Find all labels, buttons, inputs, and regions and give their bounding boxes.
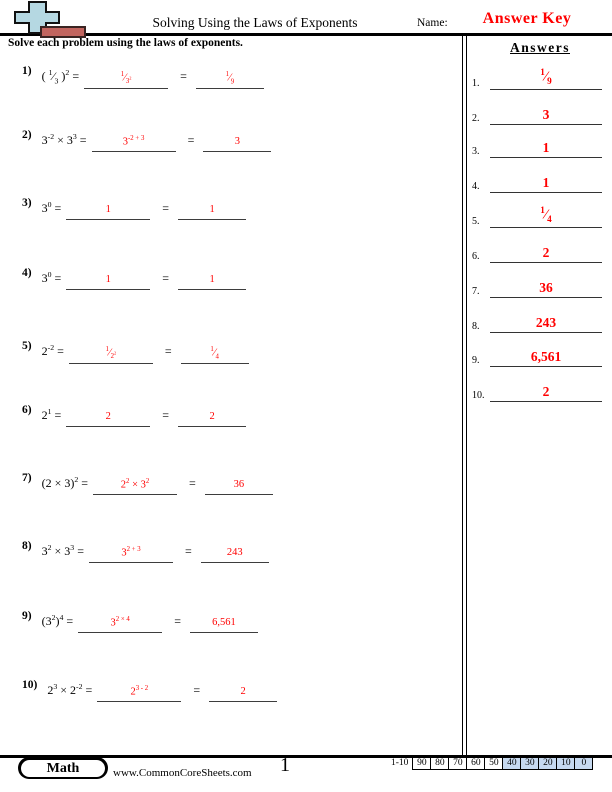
answer-row xyxy=(468,341,612,367)
work-blank xyxy=(89,542,173,563)
result-answer: 6,561 xyxy=(212,617,236,628)
problem-row xyxy=(22,681,277,702)
answer-line xyxy=(490,314,602,333)
result-answer: 2 xyxy=(209,411,215,422)
result-blank xyxy=(201,542,269,563)
equals-sign: = xyxy=(174,614,181,628)
result-blank xyxy=(196,67,264,89)
result-blank xyxy=(203,131,271,152)
equals-sign: = xyxy=(164,344,172,358)
answer-value: 6,561 xyxy=(530,348,562,364)
problem-expression: $3^0$ = xyxy=(41,200,62,215)
answer-value: $^1⁄_4$ xyxy=(540,205,552,225)
problem-expression: $3^0$ = xyxy=(41,270,62,285)
result-blank xyxy=(209,681,277,702)
work-blank xyxy=(66,199,150,220)
answer-line xyxy=(490,106,602,125)
equals-sign: = xyxy=(189,476,196,490)
equals-sign: = xyxy=(162,408,170,422)
score-range-label: 1-10 xyxy=(391,758,409,768)
equals-sign: = xyxy=(162,201,170,215)
work-blank xyxy=(78,612,162,633)
problem-row xyxy=(22,269,246,290)
result-answer: $^1⁄_4$ xyxy=(210,345,219,361)
score-box: 80 xyxy=(430,757,449,770)
answer-value: 3 xyxy=(542,106,550,122)
problem-number: 2) xyxy=(22,129,32,141)
problem-number: 10) xyxy=(22,679,38,691)
problem-expression: $3^{-2} \times 3^3$ = xyxy=(41,132,87,147)
work-blank xyxy=(93,474,177,495)
work-blank xyxy=(97,681,181,702)
answer-value: $^1⁄_9$ xyxy=(540,67,552,87)
answer-key-text: Answer Key xyxy=(482,10,572,27)
answer-row xyxy=(468,64,612,90)
problem-row xyxy=(22,612,258,633)
result-blank xyxy=(190,612,258,633)
answer-number: 5. xyxy=(472,216,480,227)
work-answer: $^1⁄_{2^2}$ xyxy=(105,345,117,361)
problem-number: 7) xyxy=(22,472,32,484)
problem-expression: $(3^2)^4$ = xyxy=(41,613,74,628)
website-text: www.CommonCoreSheets.com xyxy=(113,767,252,779)
answer-number: 10. xyxy=(472,390,485,401)
score-box: 30 xyxy=(520,757,539,770)
commoncoresheets-plus-logo-icon xyxy=(12,1,104,39)
page-number: 1 xyxy=(280,754,290,776)
equals-sign: = xyxy=(180,69,187,83)
result-answer: 243 xyxy=(226,547,243,558)
answers-heading: Answers xyxy=(510,40,570,55)
problem-row xyxy=(22,406,246,427)
answer-value: 2 xyxy=(542,244,550,260)
answer-value: 243 xyxy=(535,314,557,330)
answer-number: 7. xyxy=(472,286,480,297)
problem-expression: $2^{-2}$ = xyxy=(41,343,64,358)
result-blank xyxy=(178,406,246,427)
result-blank xyxy=(181,342,249,364)
answer-row xyxy=(468,99,612,125)
instructions-text: Solve each problem using the laws of exponents. xyxy=(8,37,243,49)
result-answer: 36 xyxy=(233,479,245,490)
equals-sign: = xyxy=(187,133,195,147)
work-blank xyxy=(66,269,150,290)
answer-value: 1 xyxy=(542,139,550,155)
result-blank xyxy=(178,199,246,220)
score-box: 60 xyxy=(466,757,485,770)
equals-sign: = xyxy=(184,544,192,558)
answer-line xyxy=(490,348,602,367)
answer-row xyxy=(468,272,612,298)
result-answer: 1 xyxy=(209,204,215,215)
score-box: 90 xyxy=(412,757,431,770)
answer-value: 36 xyxy=(539,279,553,295)
work-answer: $3^{-2 + 3}$ xyxy=(122,134,145,147)
problem-row xyxy=(22,131,271,152)
answer-row xyxy=(468,167,612,193)
answer-line xyxy=(490,279,602,298)
math-badge xyxy=(18,757,108,779)
equals-sign: = xyxy=(193,683,201,697)
problem-row xyxy=(22,342,249,364)
answer-number: 2. xyxy=(472,113,480,124)
answer-number: 6. xyxy=(472,251,480,262)
work-blank xyxy=(84,67,168,89)
work-answer: 2 xyxy=(105,411,111,422)
result-answer: 1 xyxy=(209,274,215,285)
worksheet-title: Solving Using the Laws of Exponents xyxy=(152,15,358,30)
score-strip xyxy=(391,757,593,770)
answer-row xyxy=(468,307,612,333)
score-box: 50 xyxy=(484,757,503,770)
answer-line xyxy=(490,244,602,263)
answer-value: 2 xyxy=(542,383,550,399)
problem-row xyxy=(22,474,273,495)
work-blank xyxy=(92,131,176,152)
work-answer: $3^{2 \times 4}$ xyxy=(110,615,130,628)
score-box: 20 xyxy=(538,757,557,770)
answers-divider xyxy=(462,35,467,757)
answers-panel xyxy=(468,36,612,416)
result-answer: $^1⁄_9$ xyxy=(225,70,235,86)
problem-number: 4) xyxy=(22,267,32,279)
work-answer: $3^{2 + 3}$ xyxy=(121,545,141,558)
problem-number: 3) xyxy=(22,197,32,209)
problem-expression: ( $^1⁄_3$ )$^2$ = xyxy=(41,68,80,86)
answer-row xyxy=(468,237,612,263)
score-box: 0 xyxy=(574,757,593,770)
problem-number: 6) xyxy=(22,404,32,416)
problem-expression: $2^3 \times 2^{-2}$ = xyxy=(47,682,93,697)
work-answer: 1 xyxy=(105,204,111,215)
answer-line xyxy=(490,206,602,228)
problem-number: 1) xyxy=(22,65,32,77)
answer-line xyxy=(490,174,602,193)
answer-value: 1 xyxy=(542,174,550,190)
result-blank xyxy=(205,474,273,495)
equals-sign: = xyxy=(162,271,170,285)
problem-number: 8) xyxy=(22,540,32,552)
answer-number: 9. xyxy=(472,355,480,366)
problem-row xyxy=(22,199,246,220)
score-box: 10 xyxy=(556,757,575,770)
score-box: 70 xyxy=(448,757,467,770)
name-label: Name: xyxy=(417,17,448,29)
result-blank xyxy=(178,269,246,290)
result-answer: 3 xyxy=(234,136,240,147)
work-answer: 1 xyxy=(105,274,111,285)
math-badge-label: Math xyxy=(21,760,105,777)
answer-line xyxy=(490,139,602,158)
answer-row xyxy=(468,202,612,228)
answer-number: 1. xyxy=(472,78,480,89)
work-blank xyxy=(66,406,150,427)
answer-row xyxy=(468,132,612,158)
answer-line xyxy=(490,383,602,402)
problem-expression: $(2 \times 3)^2$ = xyxy=(41,475,89,490)
answer-number: 4. xyxy=(472,181,480,192)
answer-line xyxy=(490,68,602,90)
problem-row xyxy=(22,542,269,563)
result-answer: 2 xyxy=(240,686,246,697)
answer-row xyxy=(468,376,612,402)
problem-expression: $2^1$ = xyxy=(41,407,62,422)
answer-number: 3. xyxy=(472,146,480,157)
work-answer: $2^2 \times 3^2$ xyxy=(120,477,150,490)
problem-number: 9) xyxy=(22,610,32,622)
problem-number: 5) xyxy=(22,340,32,352)
work-blank xyxy=(69,342,153,364)
problem-row xyxy=(22,67,264,89)
work-answer: $^1⁄_{3^2}$ xyxy=(120,70,132,86)
answer-number: 8. xyxy=(472,321,480,332)
problem-expression: $3^2 \times 3^3$ = xyxy=(41,543,84,558)
score-box: 40 xyxy=(502,757,521,770)
work-answer: 2$^{3 - 2}$ xyxy=(130,684,149,697)
